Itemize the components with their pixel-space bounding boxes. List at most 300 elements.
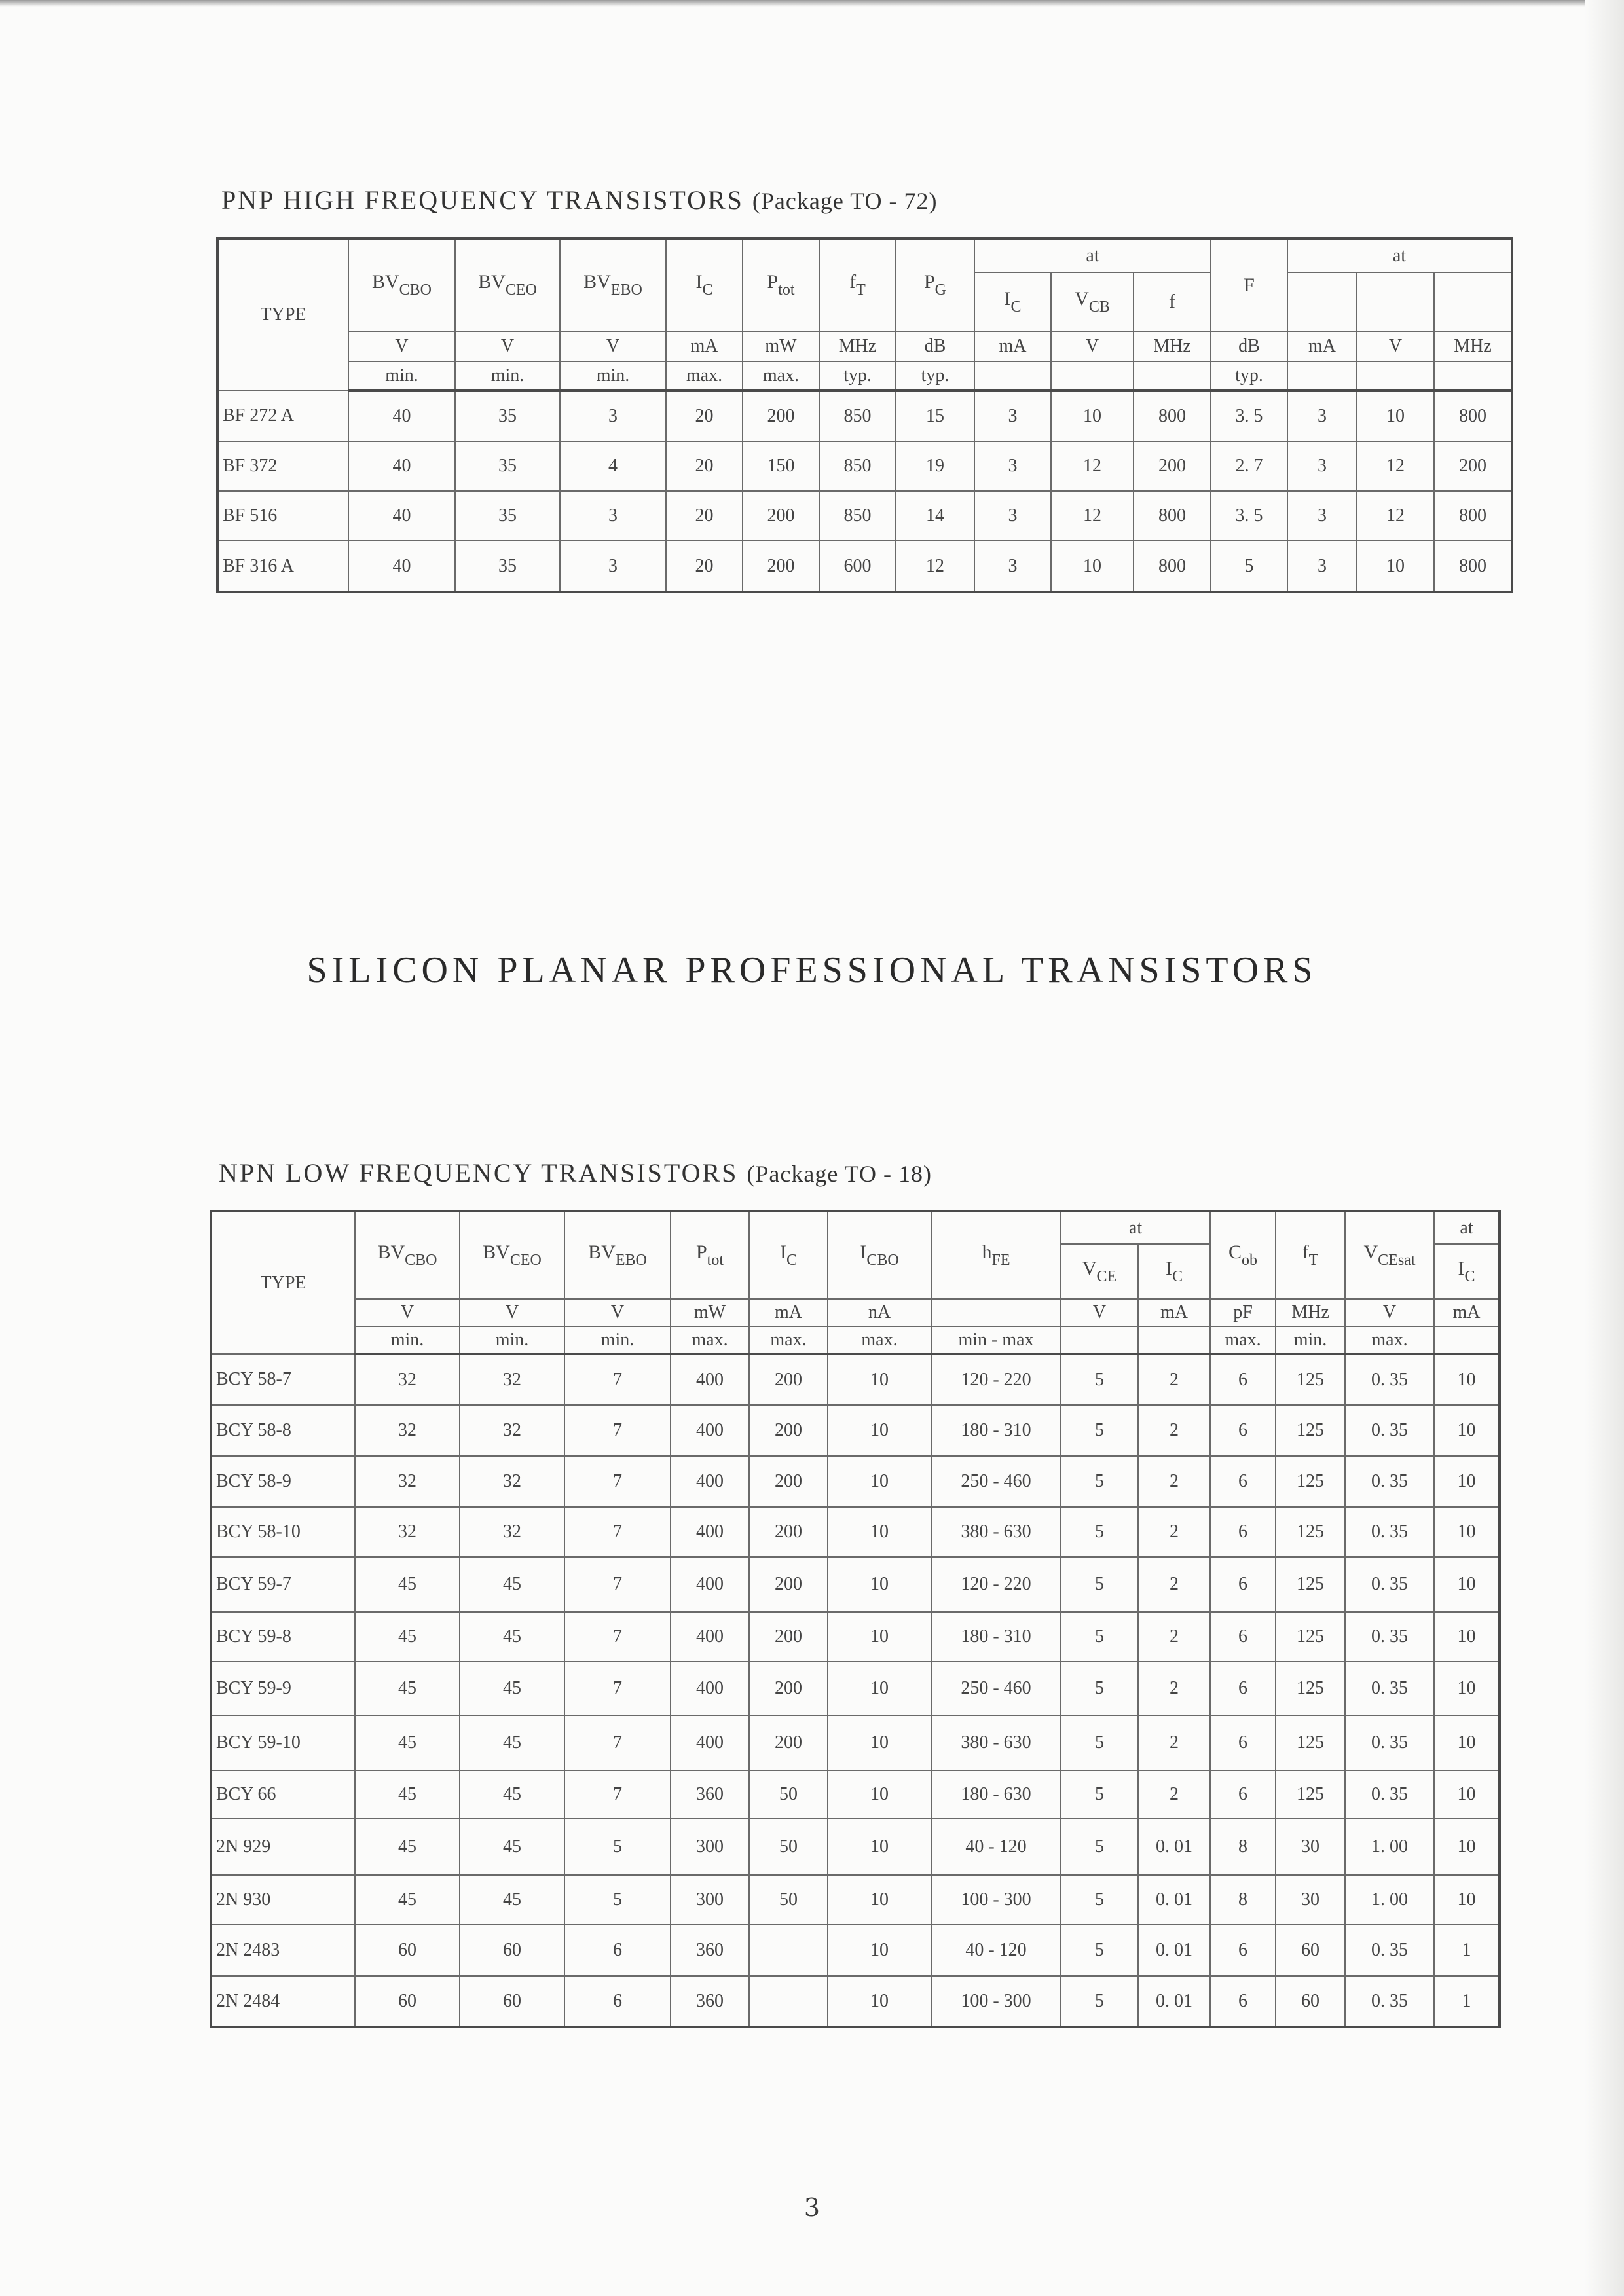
value-cell: 2. 7 [1211, 441, 1287, 491]
value-cell: 5 [1061, 1875, 1138, 1925]
value-cell: 40 [348, 390, 455, 441]
value-cell: 180 - 630 [931, 1770, 1061, 1819]
unit-cell: V [1051, 331, 1134, 361]
pnp-limits-row [217, 361, 1512, 390]
value-cell: 40 [348, 491, 455, 541]
value-cell: 10 [1434, 1456, 1500, 1507]
unit-cell: V [1357, 331, 1434, 361]
unit-cell: mW [743, 331, 819, 361]
value-cell: 2 [1138, 1662, 1210, 1715]
value-cell: 32 [460, 1456, 564, 1507]
npn-type-header: TYPE [211, 1211, 355, 1354]
unit-cell: V [460, 1299, 564, 1326]
value-cell: 40 - 120 [931, 1925, 1061, 1976]
value-cell: 10 [828, 1715, 931, 1770]
type-cell: 2N 930 [211, 1875, 355, 1925]
value-cell: 35 [455, 541, 560, 592]
value-cell: 7 [564, 1715, 671, 1770]
value-cell: 180 - 310 [931, 1612, 1061, 1662]
value-cell: 19 [896, 441, 974, 491]
value-cell: 45 [355, 1875, 460, 1925]
limit-cell: typ. [819, 361, 896, 390]
pnp-at-label-2: at [1287, 238, 1512, 272]
value-cell: 120 - 220 [931, 1354, 1061, 1405]
unit-cell: dB [1211, 331, 1287, 361]
value-cell: 7 [564, 1354, 671, 1405]
value-cell: 45 [355, 1770, 460, 1819]
value-cell: 35 [455, 491, 560, 541]
value-cell: 1. 00 [1345, 1819, 1434, 1875]
table-row [211, 1456, 1500, 1507]
value-cell: 2 [1138, 1715, 1210, 1770]
value-cell: 45 [460, 1770, 564, 1819]
value-cell: 32 [355, 1507, 460, 1557]
value-cell: 250 - 460 [931, 1456, 1061, 1507]
limit-cell: min. [1276, 1326, 1345, 1354]
unit-cell: V [1061, 1299, 1138, 1326]
value-cell: 200 [749, 1405, 828, 1456]
value-cell: 3. 5 [1211, 491, 1287, 541]
unit-cell: V [564, 1299, 671, 1326]
value-cell: 45 [355, 1557, 460, 1612]
value-cell: 5 [1061, 1405, 1138, 1456]
limit-cell [1134, 361, 1211, 390]
value-cell: 5 [1061, 1819, 1138, 1875]
value-cell: 5 [1061, 1557, 1138, 1612]
value-cell: 20 [666, 541, 743, 592]
value-cell: 400 [671, 1715, 749, 1770]
value-cell: 400 [671, 1612, 749, 1662]
unit-cell: MHz [1134, 331, 1211, 361]
value-cell: 7 [564, 1770, 671, 1819]
value-cell: 0. 35 [1345, 1925, 1434, 1976]
type-cell: BCY 66 [211, 1770, 355, 1819]
limit-cell [1434, 1326, 1500, 1354]
value-cell: 3 [974, 390, 1051, 441]
limit-cell: typ. [896, 361, 974, 390]
value-cell: 125 [1276, 1557, 1345, 1612]
value-cell: 2 [1138, 1770, 1210, 1819]
npn-caption-text: NPN LOW FREQUENCY TRANSISTORS [219, 1158, 739, 1188]
value-cell: 7 [564, 1662, 671, 1715]
value-cell: 5 [1061, 1354, 1138, 1405]
value-cell: 10 [1434, 1557, 1500, 1612]
npn-table-body [211, 1354, 1500, 2027]
type-cell: BCY 58-8 [211, 1405, 355, 1456]
value-cell: 0. 35 [1345, 1456, 1434, 1507]
value-cell: 10 [828, 1819, 931, 1875]
value-cell: 5 [1061, 1507, 1138, 1557]
unit-cell: mW [671, 1299, 749, 1326]
value-cell: 50 [749, 1770, 828, 1819]
unit-cell: V [560, 331, 666, 361]
type-cell: BF 316 A [217, 541, 348, 592]
value-cell: 0. 01 [1138, 1925, 1210, 1976]
value-cell: 30 [1276, 1875, 1345, 1925]
value-cell: 800 [1134, 491, 1211, 541]
value-cell: 5 [1061, 1612, 1138, 1662]
npn-limits-row [211, 1326, 1500, 1354]
value-cell: 6 [1210, 1715, 1276, 1770]
type-cell: BF 272 A [217, 390, 348, 441]
pnp-table-body [217, 390, 1512, 592]
value-cell: 2 [1138, 1405, 1210, 1456]
limit-cell [1061, 1326, 1138, 1354]
npn-header-row-1 [211, 1211, 1500, 1244]
value-cell: 20 [666, 491, 743, 541]
page-number: 3 [803, 2193, 821, 2222]
type-cell: BF 372 [217, 441, 348, 491]
value-cell: 3 [560, 541, 666, 592]
type-cell: BCY 58-7 [211, 1354, 355, 1405]
value-cell: 50 [749, 1819, 828, 1875]
table-row [211, 1405, 1500, 1456]
value-cell: 12 [1357, 491, 1434, 541]
value-cell: 6 [1210, 1405, 1276, 1456]
pnp-caption-text: PNP HIGH FREQUENCY TRANSISTORS [221, 185, 744, 215]
value-cell: 10 [1434, 1405, 1500, 1456]
npn-section-caption [219, 1157, 932, 1188]
value-cell: 10 [1357, 390, 1434, 441]
pnp-bvebo-header: $BV_{EBO}$ [560, 238, 666, 331]
value-cell: 45 [355, 1612, 460, 1662]
value-cell: 200 [1134, 441, 1211, 491]
table-row [217, 541, 1512, 592]
table-row [211, 1715, 1500, 1770]
value-cell: 125 [1276, 1662, 1345, 1715]
value-cell: 1 [1434, 1976, 1500, 2027]
npn-ic-at-header: $I_C$ [1138, 1244, 1210, 1299]
value-cell: 150 [743, 441, 819, 491]
unit-cell: mA [749, 1299, 828, 1326]
pnp-noise-figure-header: F [1211, 238, 1287, 331]
value-cell: 32 [460, 1405, 564, 1456]
value-cell: 32 [355, 1405, 460, 1456]
value-cell: 125 [1276, 1770, 1345, 1819]
value-cell: 2 [1138, 1354, 1210, 1405]
value-cell: 60 [1276, 1976, 1345, 2027]
value-cell: 200 [749, 1507, 828, 1557]
pnp-empty-header-cell [1287, 272, 1357, 331]
value-cell: 200 [743, 491, 819, 541]
npn-bvebo-header: $BV_{EBO}$ [564, 1211, 671, 1299]
table-row [211, 1770, 1500, 1819]
value-cell: 10 [1434, 1819, 1500, 1875]
value-cell: 200 [749, 1662, 828, 1715]
unit-cell [931, 1299, 1061, 1326]
limit-cell [1434, 361, 1512, 390]
value-cell: 32 [460, 1507, 564, 1557]
value-cell: 180 - 310 [931, 1405, 1061, 1456]
value-cell: 50 [749, 1875, 828, 1925]
value-cell: 125 [1276, 1715, 1345, 1770]
table-row [211, 1976, 1500, 2027]
value-cell: 45 [460, 1662, 564, 1715]
limit-cell [1357, 361, 1434, 390]
pnp-bvcbo-header: $BV_{CBO}$ [348, 238, 455, 331]
value-cell: 10 [1434, 1662, 1500, 1715]
value-cell: 125 [1276, 1354, 1345, 1405]
value-cell: 6 [1210, 1925, 1276, 1976]
npn-ic-header: $I_C$ [749, 1211, 828, 1299]
value-cell: 20 [666, 441, 743, 491]
unit-cell: V [1345, 1299, 1434, 1326]
value-cell: 10 [828, 1976, 931, 2027]
value-cell: 6 [1210, 1976, 1276, 2027]
value-cell: 12 [896, 541, 974, 592]
limit-cell: min - max [931, 1326, 1061, 1354]
unit-cell: pF [1210, 1299, 1276, 1326]
pnp-ft-header: $f_T$ [819, 238, 896, 331]
value-cell: 5 [1061, 1715, 1138, 1770]
value-cell: 360 [671, 1976, 749, 2027]
value-cell: 7 [564, 1456, 671, 1507]
value-cell: 400 [671, 1507, 749, 1557]
value-cell: 10 [828, 1770, 931, 1819]
page-top-edge [0, 0, 1624, 7]
pnp-ic-header: $I_C$ [666, 238, 743, 331]
value-cell: 3 [974, 491, 1051, 541]
pnp-transistor-table [216, 237, 1513, 593]
limit-cell: max. [828, 1326, 931, 1354]
npn-ptot-header: $P_{tot}$ [671, 1211, 749, 1299]
value-cell: 40 [348, 541, 455, 592]
value-cell: 100 - 300 [931, 1976, 1061, 2027]
npn-cob-header: $C_{ob}$ [1210, 1211, 1276, 1299]
value-cell: 60 [1276, 1925, 1345, 1976]
value-cell: 10 [828, 1507, 931, 1557]
pnp-pg-header: $P_G$ [896, 238, 974, 331]
table-row [217, 441, 1512, 491]
value-cell: 10 [1434, 1875, 1500, 1925]
table-row [211, 1925, 1500, 1976]
value-cell: 0. 35 [1345, 1354, 1434, 1405]
value-cell: 45 [460, 1875, 564, 1925]
value-cell: 400 [671, 1557, 749, 1612]
value-cell: 12 [1051, 441, 1134, 491]
type-cell: BCY 59-7 [211, 1557, 355, 1612]
value-cell: 400 [671, 1456, 749, 1507]
value-cell: 125 [1276, 1507, 1345, 1557]
npn-bvceo-header: $BV_{CEO}$ [460, 1211, 564, 1299]
value-cell: 10 [1051, 390, 1134, 441]
value-cell: 35 [455, 390, 560, 441]
pnp-header-row-1 [217, 238, 1512, 272]
limit-cell: max. [1210, 1326, 1276, 1354]
value-cell: 250 - 460 [931, 1662, 1061, 1715]
value-cell: 3 [560, 491, 666, 541]
value-cell: 7 [564, 1507, 671, 1557]
unit-cell: mA [1434, 1299, 1500, 1326]
value-cell: 6 [1210, 1354, 1276, 1405]
value-cell: 60 [355, 1925, 460, 1976]
value-cell: 5 [564, 1819, 671, 1875]
pnp-empty-header-cell [1357, 272, 1434, 331]
value-cell: 45 [355, 1819, 460, 1875]
value-cell: 125 [1276, 1612, 1345, 1662]
value-cell: 15 [896, 390, 974, 441]
value-cell: 10 [1434, 1354, 1500, 1405]
value-cell: 360 [671, 1770, 749, 1819]
unit-cell: nA [828, 1299, 931, 1326]
table-row [211, 1557, 1500, 1612]
limit-cell: min. [560, 361, 666, 390]
value-cell: 10 [828, 1557, 931, 1612]
type-cell: BCY 59-8 [211, 1612, 355, 1662]
value-cell: 380 - 630 [931, 1715, 1061, 1770]
value-cell: 0. 35 [1345, 1662, 1434, 1715]
value-cell: 60 [460, 1925, 564, 1976]
value-cell: 3 [560, 390, 666, 441]
value-cell: 40 [348, 441, 455, 491]
type-cell: BCY 58-9 [211, 1456, 355, 1507]
value-cell: 8 [1210, 1875, 1276, 1925]
value-cell: 6 [1210, 1507, 1276, 1557]
value-cell: 40 - 120 [931, 1819, 1061, 1875]
limit-cell: min. [348, 361, 455, 390]
npn-transistor-table [210, 1210, 1501, 2028]
value-cell: 45 [355, 1715, 460, 1770]
value-cell: 400 [671, 1662, 749, 1715]
value-cell: 12 [1357, 441, 1434, 491]
value-cell: 0. 35 [1345, 1612, 1434, 1662]
value-cell: 10 [1357, 541, 1434, 592]
pnp-f-at-header: f [1134, 272, 1211, 331]
value-cell: 10 [828, 1405, 931, 1456]
value-cell: 300 [671, 1819, 749, 1875]
limit-cell: min. [460, 1326, 564, 1354]
value-cell: 0. 01 [1138, 1875, 1210, 1925]
value-cell: 5 [564, 1875, 671, 1925]
table-row [211, 1819, 1500, 1875]
value-cell: 10 [1051, 541, 1134, 592]
limit-cell [1287, 361, 1357, 390]
value-cell: 200 [749, 1456, 828, 1507]
unit-cell: V [355, 1299, 460, 1326]
limit-cell: max. [743, 361, 819, 390]
value-cell: 10 [1434, 1715, 1500, 1770]
value-cell: 2 [1138, 1456, 1210, 1507]
pnp-bvceo-header: $BV_{CEO}$ [455, 238, 560, 331]
value-cell: 1 [1434, 1925, 1500, 1976]
value-cell: 800 [1134, 541, 1211, 592]
value-cell: 6 [564, 1976, 671, 2027]
value-cell: 850 [819, 491, 896, 541]
value-cell: 120 - 220 [931, 1557, 1061, 1612]
pnp-section-caption [221, 185, 938, 215]
value-cell: 32 [460, 1354, 564, 1405]
value-cell: 14 [896, 491, 974, 541]
npn-ft-header: $f_T$ [1276, 1211, 1345, 1299]
value-cell: 800 [1134, 390, 1211, 441]
value-cell: 30 [1276, 1819, 1345, 1875]
value-cell: 10 [1434, 1770, 1500, 1819]
value-cell: 850 [819, 390, 896, 441]
value-cell: 3. 5 [1211, 390, 1287, 441]
value-cell: 600 [819, 541, 896, 592]
value-cell: 3 [1287, 491, 1357, 541]
value-cell: 5 [1061, 1662, 1138, 1715]
value-cell: 3 [1287, 390, 1357, 441]
value-cell: 35 [455, 441, 560, 491]
value-cell [749, 1925, 828, 1976]
value-cell: 800 [1434, 491, 1512, 541]
table-row [217, 491, 1512, 541]
limit-cell: typ. [1211, 361, 1287, 390]
npn-at-label-2: at [1434, 1211, 1500, 1244]
type-cell: 2N 2484 [211, 1976, 355, 2027]
value-cell: 10 [828, 1875, 931, 1925]
npn-hfe-header: $h_{FE}$ [931, 1211, 1061, 1299]
pnp-ptot-header: $P_{tot}$ [743, 238, 819, 331]
value-cell: 3 [974, 441, 1051, 491]
value-cell: 200 [749, 1354, 828, 1405]
unit-cell: MHz [1434, 331, 1512, 361]
value-cell [749, 1976, 828, 2027]
limit-cell: min. [455, 361, 560, 390]
value-cell: 0. 35 [1345, 1976, 1434, 2027]
value-cell: 0. 35 [1345, 1715, 1434, 1770]
value-cell: 4 [560, 441, 666, 491]
value-cell: 7 [564, 1405, 671, 1456]
value-cell: 380 - 630 [931, 1507, 1061, 1557]
limit-cell: max. [749, 1326, 828, 1354]
value-cell: 45 [460, 1557, 564, 1612]
npn-vce-at-header: $V_{CE}$ [1061, 1244, 1138, 1299]
value-cell: 10 [828, 1612, 931, 1662]
type-cell: BCY 58-10 [211, 1507, 355, 1557]
value-cell: 10 [1434, 1612, 1500, 1662]
value-cell: 0. 01 [1138, 1976, 1210, 2027]
value-cell: 0. 35 [1345, 1770, 1434, 1819]
table-row [211, 1662, 1500, 1715]
value-cell: 200 [749, 1715, 828, 1770]
value-cell: 5 [1061, 1456, 1138, 1507]
value-cell: 1. 00 [1345, 1875, 1434, 1925]
value-cell: 125 [1276, 1405, 1345, 1456]
value-cell: 200 [743, 390, 819, 441]
value-cell: 6 [564, 1925, 671, 1976]
pnp-package-label: (Package TO - 72) [752, 188, 938, 214]
unit-cell: dB [896, 331, 974, 361]
value-cell: 3 [974, 541, 1051, 592]
type-cell: 2N 2483 [211, 1925, 355, 1976]
value-cell: 2 [1138, 1507, 1210, 1557]
pnp-at-label-1: at [974, 238, 1211, 272]
value-cell: 5 [1211, 541, 1287, 592]
npn-vcesat-header: $V_{CEsat}$ [1345, 1211, 1434, 1299]
value-cell: 6 [1210, 1770, 1276, 1819]
pnp-type-header: TYPE [217, 238, 348, 390]
unit-cell: V [455, 331, 560, 361]
table-row [211, 1507, 1500, 1557]
limit-cell [1051, 361, 1134, 390]
value-cell: 45 [460, 1819, 564, 1875]
value-cell: 800 [1434, 541, 1512, 592]
limit-cell: max. [1345, 1326, 1434, 1354]
table-row [211, 1354, 1500, 1405]
main-title: SILICON PLANAR PROFESSIONAL TRANSISTORS [306, 950, 1318, 991]
value-cell: 60 [355, 1976, 460, 2027]
value-cell: 10 [1434, 1507, 1500, 1557]
value-cell: 6 [1210, 1456, 1276, 1507]
npn-bvcbo-header: $BV_{CBO}$ [355, 1211, 460, 1299]
limit-cell: min. [355, 1326, 460, 1354]
value-cell: 2 [1138, 1557, 1210, 1612]
value-cell: 200 [749, 1557, 828, 1612]
value-cell: 45 [460, 1715, 564, 1770]
unit-cell: mA [1287, 331, 1357, 361]
